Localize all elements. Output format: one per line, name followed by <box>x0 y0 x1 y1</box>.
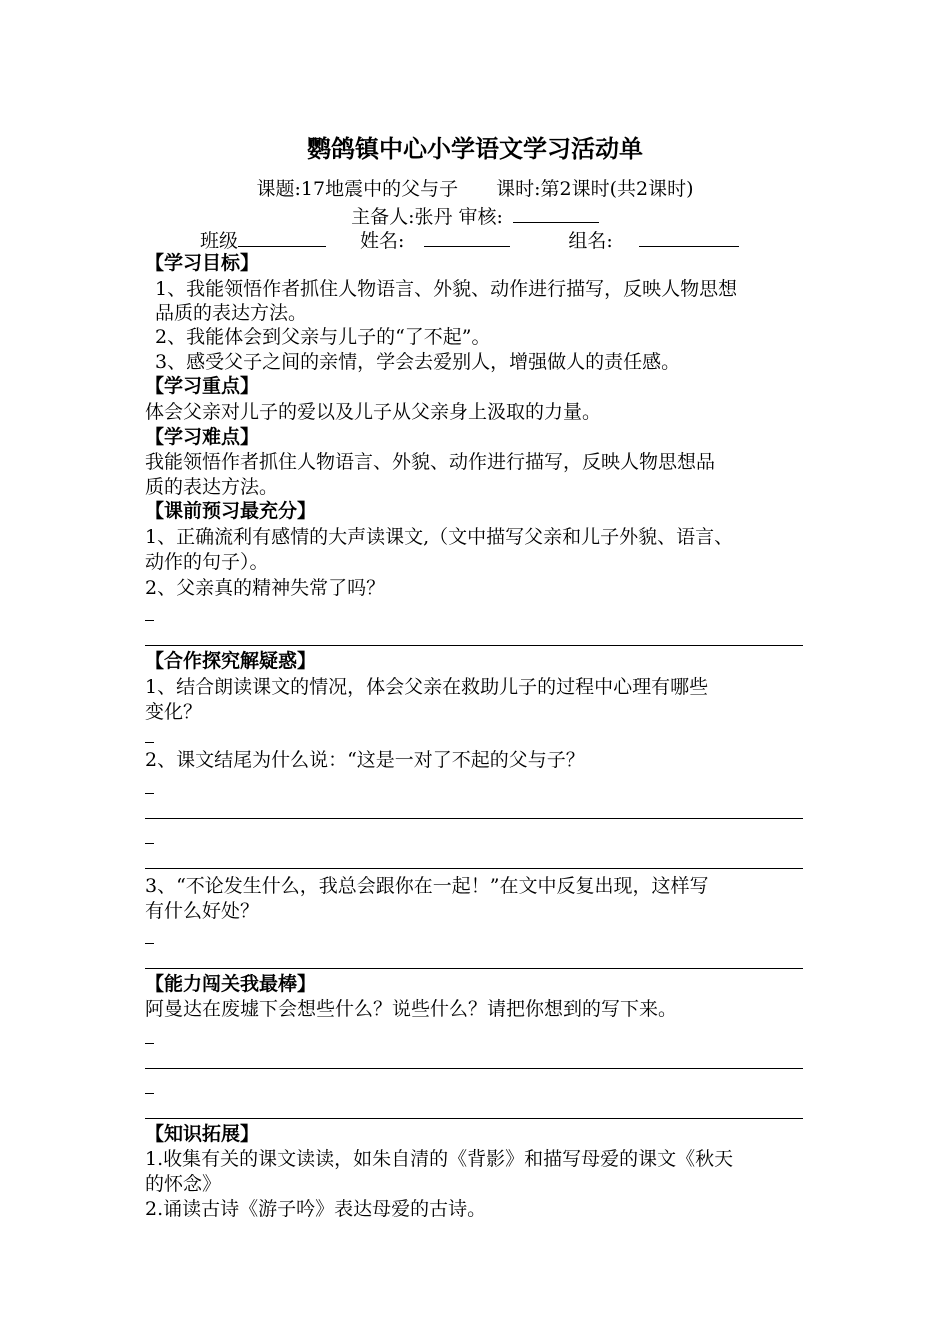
key-points-text: 体会父亲对儿子的爱以及儿子从父亲身上汲取的力量。 <box>145 401 602 423</box>
name-label: 姓名: <box>360 230 405 252</box>
group-label: 组名: <box>568 230 613 252</box>
lesson-info-line: 课题:17地震中的父与子 课时:第2课时(共2课时) <box>256 178 694 200</box>
class-label: 班级 <box>200 230 239 252</box>
key-points-heading: 【学习重点】 <box>145 375 260 397</box>
goal-item-2: 2、我能体会到父亲与儿子的“了不起”。 <box>155 326 491 348</box>
preview-question-1-line-2: 动作的句子）。 <box>145 551 269 573</box>
answer-dash <box>145 943 154 944</box>
answer-line[interactable] <box>145 645 803 646</box>
preview-question-2: 2、父亲真的精神失常了吗？ <box>145 577 386 599</box>
cooperation-question-1-line-1: 1、结合朗读课文的情况，体会父亲在救助儿子的过程中心理有哪些 <box>145 676 709 698</box>
answer-line[interactable] <box>145 1118 803 1119</box>
preparer-text: 主备人:张丹 审核: <box>351 206 503 228</box>
group-blank[interactable] <box>639 226 739 247</box>
answer-dash <box>145 793 154 794</box>
student-info-line <box>200 226 739 254</box>
difficulties-line-2: 质的表达方法。 <box>145 476 279 498</box>
document-title: 鹦鸽镇中心小学语文学习活动单 <box>307 135 643 163</box>
goal-item-1-line-1: 1、我能领悟作者抓住人物语言、外貌、动作进行描写，反映人物思想 <box>155 278 738 300</box>
reviewer-blank[interactable] <box>513 202 599 223</box>
answer-dash <box>145 843 154 844</box>
answer-line[interactable] <box>145 818 803 819</box>
difficulties-heading: 【学习难点】 <box>145 426 260 448</box>
goal-item-3: 3、感受父子之间的亲情，学会去爱别人，增强做人的责任感。 <box>155 351 681 373</box>
extension-item-1-line-2: 的怀念》 <box>145 1173 222 1195</box>
name-blank[interactable] <box>424 226 510 247</box>
ability-text: 阿曼达在废墟下会想些什么？说些什么？请把你想到的写下来。 <box>145 998 678 1020</box>
goals-heading: 【学习目标】 <box>145 252 260 274</box>
answer-dash <box>145 742 154 743</box>
extension-item-2: 2.诵读古诗《游子吟》表达母爱的古诗。 <box>145 1198 487 1220</box>
answer-line[interactable] <box>145 1068 803 1069</box>
preview-question-1-line-1: 1、正确流利有感情的大声读课文,（文中描写父亲和儿子外貌、语言、 <box>145 526 734 548</box>
answer-dash <box>145 1093 154 1094</box>
extension-item-1-line-1: 1.收集有关的课文读读，如朱自清的《背影》和描写母爱的课文《秋天 <box>145 1148 734 1170</box>
cooperation-heading: 【合作探究解疑惑】 <box>145 650 317 672</box>
goal-item-1-line-2: 品质的表达方法。 <box>155 302 308 324</box>
cooperation-question-3-line-2: 有什么好处？ <box>145 900 260 922</box>
difficulties-line-1: 我能领悟作者抓住人物语言、外貌、动作进行描写，反映人物思想品 <box>145 451 716 473</box>
cooperation-question-1-line-2: 变化？ <box>145 701 203 723</box>
preview-heading: 【课前预习最充分】 <box>145 500 317 522</box>
answer-dash <box>145 1043 154 1044</box>
answer-dash <box>145 620 154 621</box>
answer-line[interactable] <box>145 968 803 969</box>
answer-line[interactable] <box>145 868 803 869</box>
extension-heading: 【知识拓展】 <box>145 1123 260 1145</box>
class-blank[interactable] <box>238 226 326 247</box>
ability-heading: 【能力闯关我最棒】 <box>145 973 317 995</box>
cooperation-question-2: 2、课文结尾为什么说：“这是一对了不起的父与子？ <box>145 749 585 771</box>
cooperation-question-3-line-1: 3、“不论发生什么，我总会跟你在一起！”在文中反复出现，这样写 <box>145 875 709 897</box>
